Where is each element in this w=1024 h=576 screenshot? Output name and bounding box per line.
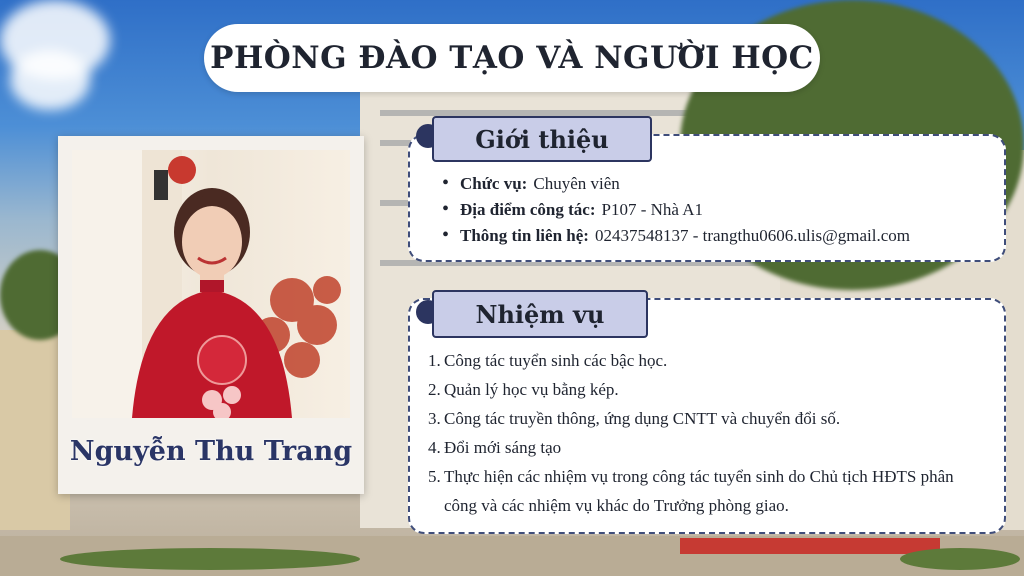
profile-card [58,136,364,494]
page-title: PHÒNG ĐÀO TẠO VÀ NGƯỜI HỌC [210,40,814,76]
intro-heading: Giới thiệu [432,116,652,162]
portrait-illustration [72,150,350,418]
list-item: 5. Thực hiện các nhiệm vụ trong công tác tuyển sinh do Chủ tịch HĐTS phân công và các nhiệm vụ khác do Trưởng phòng giao. [428,467,954,515]
duties-list [428,346,988,520]
list-item: 2. Quản lý học vụ bằng kép. [428,380,619,399]
duties-heading: Nhiệm vụ [432,290,648,338]
intro-list [442,170,910,248]
list-item: • Chức vụ: Chuyên viên [442,170,910,196]
list-item: 4. Đổi mới sáng tạo [428,438,562,457]
profile-name: Nguyễn Thu Trang [69,436,353,467]
title-banner [204,24,820,92]
list-item: • Địa điểm công tác: P107 - Nhà A1 [442,196,910,222]
list-item: 1. Công tác tuyển sinh các bậc học. [428,351,668,370]
profile-photo [72,150,350,418]
list-item: 3. Công tác truyền thông, ứng dụng CNTT và chuyển đổi số. [428,409,841,428]
list-item: • Thông tin liên hệ: 02437548137 - trangthu0606.ulis@gmail.com [442,222,910,248]
